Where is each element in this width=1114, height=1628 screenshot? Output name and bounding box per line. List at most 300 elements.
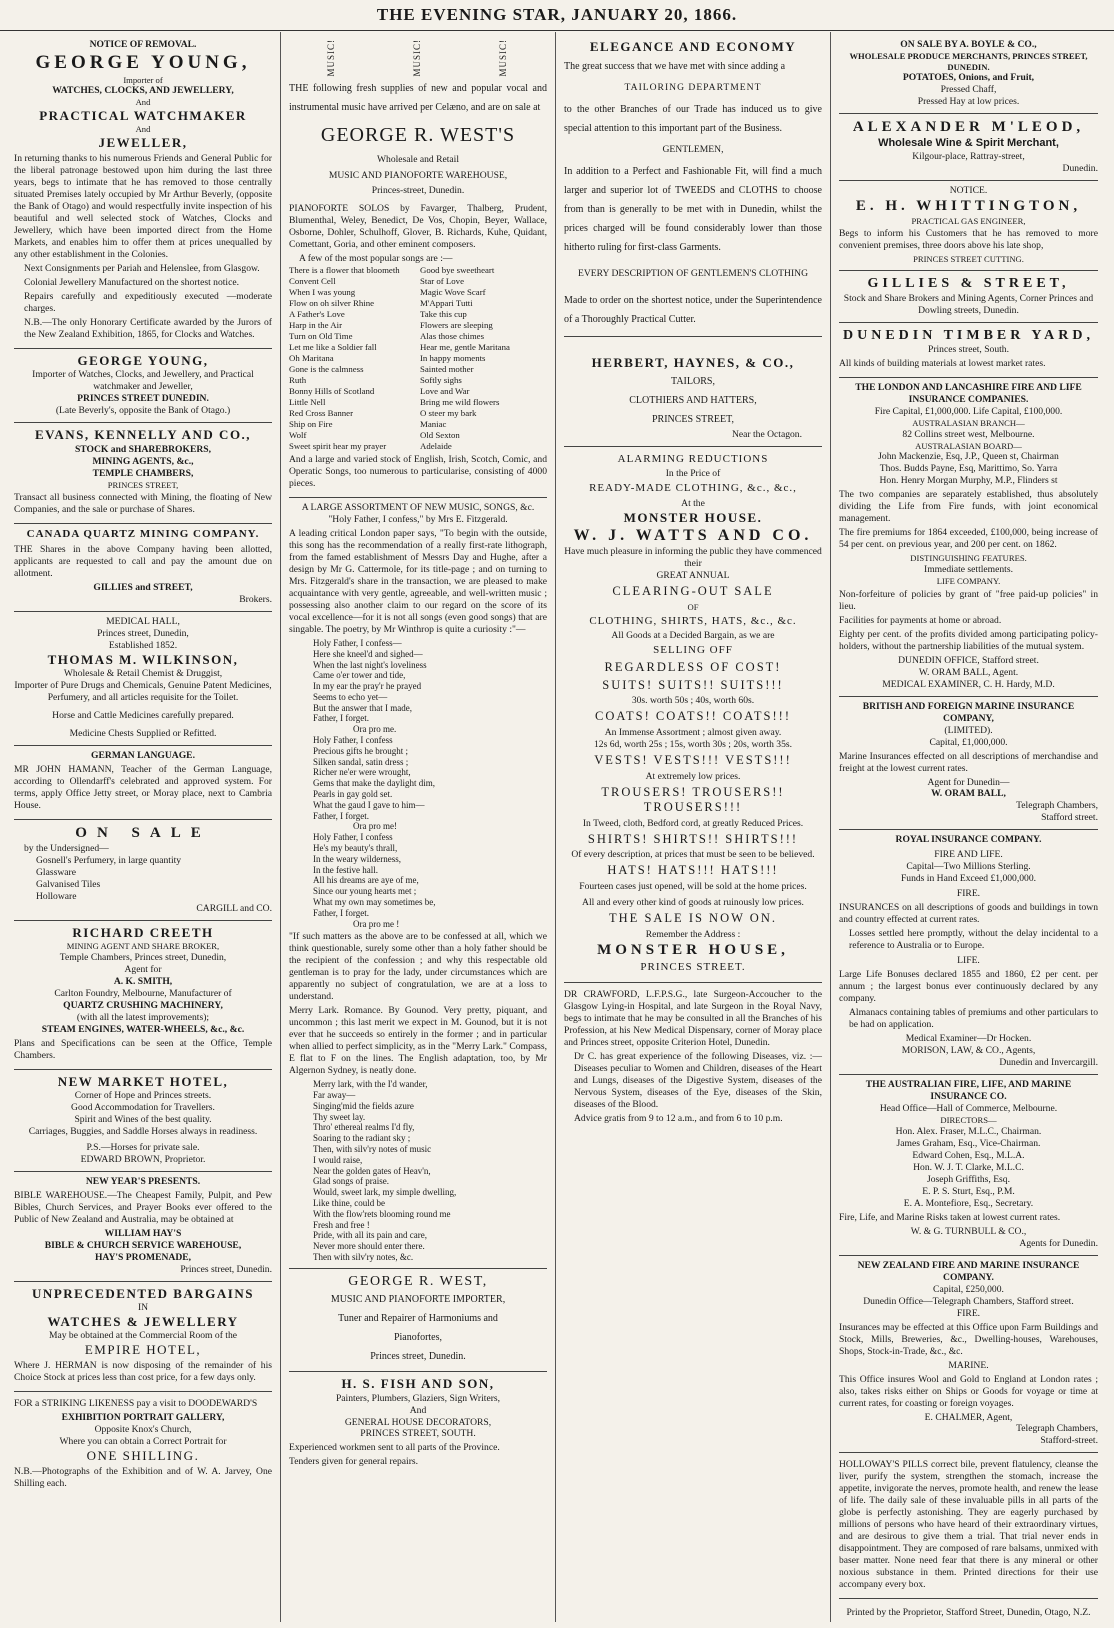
ad-signature: Brokers. <box>239 593 272 605</box>
ad-line: GENTLEMEN, <box>662 144 724 156</box>
ad-line: Where you can obtain a Correct Portrait for <box>59 1436 227 1448</box>
ad-line: Temple Chambers, Princes street, Dunedin, <box>59 951 227 963</box>
ad-line: SELLING OFF <box>653 644 733 657</box>
poem-line: What the gaud I gave to him— <box>313 799 425 810</box>
ad-body: The fire premiums for 1864 exceeded, £100,000, being increase of 54 per cent. on previous year, and 200 per cent. on 1862. <box>839 527 1098 551</box>
ad-line: Kilgour-place, Rattray-street, <box>912 150 1025 162</box>
ad-west-tuner <box>289 1269 547 1373</box>
song-title: Turn on Old Time <box>289 331 353 342</box>
ad-body: to the other Branches of our Trade has induced us to give special attention to this important part of the Business. <box>564 104 822 135</box>
ad-line: by the Undersigned— <box>24 842 109 854</box>
song-title: Ship on Fire <box>289 419 333 430</box>
ad-line: Princes street, Dunedin. <box>370 1351 466 1363</box>
ad-line: And <box>409 1404 427 1416</box>
ad-line: Wholesale and Retail <box>376 153 460 165</box>
ad-line: Agent for <box>124 963 162 975</box>
ad-line: EMPIRE HOTEL, <box>84 1342 202 1357</box>
ad-new-market-hotel <box>14 1070 272 1172</box>
ad-line: PRACTICAL WATCHMAKER <box>39 108 247 124</box>
ad-line: DISTINGUISHING FEATURES. <box>910 553 1027 564</box>
ad-line: 30s. worth 50s ; 40s, worth 60s. <box>631 695 755 707</box>
poem-line: Richer ne'er were wrought, <box>313 767 411 778</box>
ad-title: THE LONDON AND LANCASHIRE FIRE AND LIFE INSURANCE COMPANIES. <box>855 381 1082 405</box>
song-title: Oh Maritana <box>289 353 334 364</box>
ad-whittington <box>839 181 1098 271</box>
ad-title: ALARMING REDUCTIONS <box>617 452 769 465</box>
ad-line: POTATOES, Onions, and Fruit, <box>902 72 1035 84</box>
ad-line: AUSTRALASIAN BRANCH— <box>912 417 1025 428</box>
ad-line: Head Office—Hall of Commerce, Melbourne. <box>879 1103 1058 1115</box>
advertiser-name: H. S. FISH AND SON, <box>341 1376 495 1392</box>
song-list <box>289 265 547 452</box>
ad-line: MONSTER HOUSE, <box>597 941 789 958</box>
ad-line: Pressed Hay at low prices. <box>917 96 1020 108</box>
ad-body: DR CRAWFORD, L.F.P.S.G., late Surgeon-Accoucher to the Glasgow Lying-in Hospital, and late Surgeon in the Royal Navy, begs to intimate that he may be consulted in all the Branches of his Profession, at his New Medical Dispensary, corner of Moray place and Princes street, opposite Criterion Hotel, Dunedin. <box>564 989 822 1049</box>
ad-bargains <box>14 1282 272 1393</box>
poem-line: All his dreams are aye of me, <box>313 875 419 886</box>
ad-line: Joseph Griffiths, Esq. <box>927 1173 1010 1185</box>
ad-line: Corner of Hope and Princes streets. <box>74 1089 212 1101</box>
ad-title: GERMAN LANGUAGE. <box>91 750 195 762</box>
poem-line: Never more should enter there. <box>313 1241 425 1252</box>
ad-line: W. ORAM BALL, <box>931 788 1006 800</box>
masthead: THE EVENING STAR, JANUARY 20, 1866. <box>0 0 1114 31</box>
poem-line: Here she kneel'd and sighed— <box>313 648 423 659</box>
song-title: Good bye sweetheart <box>420 265 495 276</box>
poem-line: Pride, with all its pain and care, <box>313 1230 427 1241</box>
ad-line: May be obtained at the Commercial Room of the <box>48 1330 238 1342</box>
ad-new-zealand-insurance <box>839 1256 1098 1454</box>
ad-line: Good Accommodation for Travellers. <box>71 1101 215 1113</box>
song-title: Softly sighs <box>420 375 462 386</box>
ad-line: THE SALE IS NOW ON. <box>609 911 777 926</box>
ad-title: BRITISH AND FOREIGN MARINE INSURANCE COMPANY, <box>862 700 1075 724</box>
poem-line: Near the golden gates of Heav'n, <box>313 1165 431 1176</box>
song-title: M'Appari Tutti <box>420 298 473 309</box>
poem-line: Merry lark, with the I'd wander, <box>313 1079 428 1090</box>
ad-line: At extremely low prices. <box>645 770 741 782</box>
ad-title: ELEGANCE AND ECONOMY <box>589 39 797 54</box>
ad-evans <box>14 423 272 524</box>
poem-line: Since our young hearts met ; <box>313 886 417 897</box>
ad-line: TAILORS, <box>671 375 715 387</box>
ad-body: MR JOHN HAMANN, Teacher of the German Language, according to Ollendarff's celebrated and approved system. For terms, apply Office Jetty street, or Moray place, next to Cambria House. <box>14 764 272 812</box>
ad-body: Large Life Bonuses declared 1855 and 1860, £2 per cent. per annum ; the largest bonus ever continuously declared by any company. <box>839 969 1098 1005</box>
ad-body: Merry Lark. Romance. By Gounod. Very pretty, piquant, and uncommon ; this last merit we expect in M. Gounod, but it is not ever that he succeeds so entirely in the former ; and in particular when allied to perfect simplicity, as in the "Merry Lark." Compass, E flat to F on the lines. The English adaptation, too, by Mr Algernon Sydney, is neatly done. <box>289 1005 547 1077</box>
poem-line: Father, I forget. <box>313 713 369 724</box>
ad-line: PRINCES STREET, <box>651 413 735 425</box>
ad-line: JEWELLER, <box>98 135 188 151</box>
ad-line: And <box>135 97 151 108</box>
ad-line: STEAM ENGINES, WATER-WHEELS, &c., &c. <box>41 1023 245 1035</box>
ad-line: FIRE AND LIFE. <box>934 849 1003 861</box>
ad-line: 12s 6d, worth 25s ; 15s, worth 30s ; 20s, worth 35s. <box>593 739 792 751</box>
song-title: Wolf <box>289 430 307 441</box>
ad-line: SHIRTS! SHIRTS!! SHIRTS!!! <box>587 831 799 846</box>
advertiser-name: ALEXANDER M'LEOD, <box>852 119 1085 136</box>
ad-line: Established 1852. <box>108 639 178 651</box>
song-title: Sainted mother <box>420 364 474 375</box>
ad-line: Princes street, Dunedin, <box>97 627 189 639</box>
song-title: When I was young <box>289 287 356 298</box>
ad-body: Colonial Jewellery Manufactured on the shortest notice. <box>24 277 239 289</box>
ad-line: PRINCES STREET, SOUTH. <box>360 1428 476 1440</box>
poem-line: Glad songs of praise. <box>313 1176 389 1187</box>
ad-body: PIANOFORTE SOLOS by Favarger, Thalberg, Prudent, Blumenthal, Weley, Benedict, De Vos, Chopin, Beyer, Wallace, Osborne, Dohler, Schulhoff, Glover, B. Richards, Kuhe, Quidant, Comettant, Goria, and other eminent composers. <box>289 203 547 251</box>
ad-bible-warehouse <box>14 1172 272 1282</box>
ad-body: Almanacs containing tables of premiums and other particulars to be had on application. <box>849 1007 1098 1031</box>
ad-line: 82 Collins street west, Melbourne. <box>902 428 1035 440</box>
ad-line: Pressed Chaff, <box>940 84 997 96</box>
ad-title: A LARGE ASSORTMENT OF NEW MUSIC, SONGS, &c. <box>301 502 535 514</box>
ad-line: "Holy Father, I confess," by Mrs E. Fitzgerald. <box>328 514 508 526</box>
ad-line: PRINCES STREET DUNEDIN. <box>77 393 209 405</box>
ad-british-foreign <box>839 697 1098 831</box>
song-title: Old Sexton <box>420 430 460 441</box>
ad-line: WATCHES, CLOCKS, AND JEWELLERY, <box>52 85 234 97</box>
song-title: Love and War <box>420 386 470 397</box>
poem-line: Would, sweet lark, my simple dwelling, <box>313 1187 457 1198</box>
ad-line: Hon. W. J. T. Clarke, M.L.C. <box>913 1161 1024 1173</box>
ad-line: John Mackenzie, Esq, J.P., Queen st, Chairman <box>878 451 1059 463</box>
song-title: Little Nell <box>289 397 326 408</box>
ad-title: NEW YEAR'S PRESENTS. <box>85 1175 201 1187</box>
ad-line: ONE SHILLING. <box>86 1448 200 1464</box>
list-item: Galvanised Tiles <box>36 878 101 890</box>
ad-line: Tuner and Repairer of Harmoniums and <box>338 1313 498 1325</box>
ad-doodeward <box>14 1392 272 1497</box>
poem-line: Holy Father, I confess <box>313 735 393 746</box>
notice-heading: NOTICE OF REMOVAL. <box>89 39 197 50</box>
music-banner <box>289 39 547 77</box>
column-3 <box>556 32 831 1622</box>
advertiser-name: GEORGE YOUNG, <box>35 51 251 73</box>
ad-title: NOTICE. <box>949 184 988 196</box>
ad-line: Of every description, at prices that must be seen to be believed. <box>571 849 815 861</box>
ad-fish-and-son <box>289 1372 547 1475</box>
advertiser-name: E. H. WHITTINGTON, <box>855 197 1082 214</box>
ad-line: PRACTICAL GAS ENGINEER, <box>911 215 1026 226</box>
ad-body: Non-forfeiture of policies by grant of "free paid-up policies" in lieu. <box>839 588 1098 612</box>
ad-line: An Immense Assortment ; almost given away. <box>604 727 782 739</box>
ad-line: FIRE. <box>956 1307 981 1319</box>
ad-line: COATS! COATS!! COATS!!! <box>594 709 791 724</box>
ad-line: Have much pleasure in informing the public they have commenced their <box>564 546 822 570</box>
ad-line: (with all the latest improvements); <box>76 1011 210 1023</box>
ad-line: Importer of Watches, Clocks, and Jewellery, and Practical watchmaker and Jeweller, <box>32 369 254 393</box>
poem-line: In my ear the pray'r he prayed <box>313 681 422 692</box>
ad-body: Experienced workmen sent to all parts of the Province. <box>289 1442 500 1454</box>
ad-line: PRINCES STREET. <box>640 961 746 974</box>
ad-line: Edward Cohen, Esq., M.L.A. <box>912 1149 1025 1161</box>
advertiser-name: NEW MARKET HOTEL, <box>57 1073 229 1089</box>
song-title: Gone is the calmness <box>289 364 364 375</box>
poem <box>289 638 547 930</box>
ad-body: N.B.—Photographs of the Exhibition and of W. A. Jarvey, One Shilling each. <box>14 1466 272 1490</box>
ad-line: VESTS! VESTS!!! VESTS!!! <box>594 753 792 768</box>
ad-body: Next Consignments per Pariah and Helenslee, from Glasgow. <box>24 263 260 275</box>
advertiser-name: GEORGE R. WEST, <box>348 1273 488 1289</box>
ad-line: LIFE COMPANY. <box>936 575 1001 586</box>
ad-body: Eighty per cent. of the profits divided among participating policy-holders, without the partnership liabilities of the mutual system. <box>839 628 1098 652</box>
ad-line: MUSIC AND PIANOFORTE IMPORTER, <box>330 1294 506 1306</box>
song-title: Bring me wild flowers <box>420 397 500 408</box>
song-title: Let me like a Soldier fall <box>289 342 377 353</box>
ad-line: MINING AGENT AND SHARE BROKER, <box>66 940 220 951</box>
ad-body: THE following fresh supplies of new and popular vocal and instrumental music have arrived per Celæno, and are on sale at <box>289 82 547 113</box>
ad-line: E. P. S. Sturt, Esq., P.M. <box>922 1185 1015 1197</box>
ad-line: TEMPLE CHAMBERS, <box>92 467 194 479</box>
ad-body: FOR a STRIKING LIKENESS pay a visit to DOODEWARD'S <box>14 1398 258 1410</box>
ad-line: Dunedin Office—Telegraph Chambers, Stafford street. <box>863 1295 1074 1307</box>
music-label: MUSIC! <box>498 39 509 77</box>
ad-body: HOLLOWAY'S PILLS correct bile, prevent flatulency, cleanse the liver, purify the system, strengthen the stomach, increase the appetite, invigorate the nerves, promote health, and renew the lease of life. The daily sale of these invaluable pills in all parts of the globe is perfectly astonishing. They are eagerly purchased by millions of persons who have heard of their extraordinary virtues, and are desirous to give them a trial. That trial never ends in disappointment. They are composed of rare balsams, unmixed with baser matter. None need fear that there is any mineral or other noxious substance in them. Printed directions for their use accompany every box. <box>839 1459 1098 1591</box>
ad-line: Wholesale & Retail Chemist & Druggist, <box>63 668 223 680</box>
poem-line: What my own may sometimes be, <box>313 897 436 908</box>
ad-line: OF <box>687 601 699 612</box>
ad-line: DUNEDIN OFFICE, Stafford street. <box>898 654 1039 666</box>
ad-line: MONSTER HOUSE. <box>623 510 763 526</box>
song-title: Maniac <box>420 419 447 430</box>
ad-line: All Goods at a Decided Bargain, as we are <box>611 630 775 642</box>
ad-line: TAILORING DEPARTMENT <box>624 82 762 94</box>
ad-line: MINING AGENTS, &c., <box>92 455 194 467</box>
ad-line: Hon. Alex. Fraser, M.L.C., Chairman. <box>895 1125 1042 1137</box>
ad-line: A. K. SMITH, <box>113 975 173 987</box>
song-title: Ruth <box>289 375 307 386</box>
ad-body: In returning thanks to his numerous Friends and General Public for the liberal patronage bestowed upon him during the last three years, begs to intimate that he has removed to those centrally situated Premises lately occupied by Mr Arthur Beverly, (opposite the Bank of Otago) and would respectfully invite inspection of his beautiful and well selected stock of Watches, Clocks and Jewellery, which have been imported direct from the Home Markets, and enables him to offer them at prices unequalled by any other establishment in the Colonies. <box>14 153 272 261</box>
ad-line: GREAT ANNUAL <box>656 570 730 582</box>
ad-body: The two companies are separately established, thus absolutely dividing the Life from Fire funds, with joint economical management. <box>839 489 1098 525</box>
ad-body: Losses settled here promptly, without the delay incidental to a reference to Australia or to Europe. <box>849 928 1098 952</box>
poem-line: Ora pro me! <box>353 821 397 832</box>
ad-line: Carriages, Buggies, and Saddle Horses always in readiness. <box>28 1125 258 1137</box>
ad-line: Medical Examiner—Dr Hocken. <box>905 1033 1032 1045</box>
ad-line: Dunedin. <box>1062 162 1098 174</box>
ad-line: REGARDLESS OF COST! <box>604 660 782 675</box>
ad-body: A leading critical London paper says, "To begin with the outside, this song has the recommendation of a really first-rate lithograph, from the famed establishment of Messrs Day and Hughe, after a design by Mr G. Cattermole, for its title-page ; and on turning to Mrs. Fitzgerald's share in the transaction, we are pleased to make acquaintance with very gentle, agreeable, and well-written music ; possessing also another claim to our regard on the score of its vocal excellence—for it is not all songs (even good songs) that are singable. The poetry, by Mr Winthrop is quite a curiosity :"— <box>289 528 547 635</box>
ad-line: STOCK and SHAREBROKERS, <box>74 443 212 455</box>
ad-line: Stock and Share Brokers and Mining Agents, Corner Princes and Dowling streets, Dunedin. <box>843 292 1094 316</box>
ad-line: Pianofortes, <box>393 1332 443 1344</box>
ad-title: ROYAL INSURANCE COMPANY. <box>895 834 1042 846</box>
ad-line: Stafford-street. <box>1040 1435 1098 1447</box>
ad-line: W. ORAM BALL, Agent. <box>918 666 1019 678</box>
advertiser-name: GEORGE R. WEST'S <box>320 123 516 146</box>
poem-line: Fresh and free ! <box>313 1219 370 1230</box>
ad-dr-crawford <box>564 983 822 1132</box>
ad-mleod <box>839 114 1098 180</box>
ad-line: Capital, £1,000,000. <box>929 736 1008 748</box>
ad-line: Funds in Hand Exceed £1,000,000. <box>900 873 1037 885</box>
advertiser-name: W. J. WATTS AND CO. <box>573 527 813 545</box>
poem-line: Singing'mid the fields azure <box>313 1100 414 1111</box>
advertiser-name: EVANS, KENNELLY AND CO., <box>34 427 252 443</box>
ad-young-2 <box>14 349 272 423</box>
ad-george-west-music <box>289 35 547 498</box>
ad-gillies-street <box>839 271 1098 322</box>
ad-line: CLOTHING, SHIRTS, HATS, &c., &c. <box>589 614 797 627</box>
ad-line: Wholesale Wine & Spirit Merchant, <box>878 137 1059 150</box>
ad-title: UNPRECEDENTED BARGAINS <box>32 1285 254 1301</box>
ad-line: Princes street, Dunedin. <box>180 1263 272 1275</box>
advertiser-name: GEORGE YOUNG, <box>77 353 209 369</box>
song-title: In happy moments <box>420 353 486 364</box>
ad-line: MEDICAL EXAMINER, C. H. Hardy, M.D. <box>882 678 1055 690</box>
poem-line: Holy Father, I confess— <box>313 637 402 648</box>
song-title: Convent Cell <box>289 276 336 287</box>
poem-line: Came o'er tower and tide, <box>313 670 406 681</box>
poem-line: Gems that make the daylight dim, <box>313 778 435 789</box>
music-label: MUSIC! <box>412 39 423 77</box>
ad-body: The great success that we have met with since adding a <box>564 61 786 73</box>
ad-body: BIBLE WAREHOUSE.—The Cheapest Family, Pulpit, and Pew Bibles, Church Services, and Prayer Books ever offered to the Public of New Zealand and Australia, may be obtained at <box>14 1189 272 1225</box>
poem-line: Then with silv'ry notes, &c. <box>313 1251 414 1262</box>
ad-monster-house <box>564 447 822 984</box>
ad-body: THE Shares in the above Company having been allotted, applicants are requested to call and pay the amount due on allotment. <box>14 544 272 579</box>
ad-australian-insurance <box>839 1075 1098 1256</box>
ad-body: Where J. HERMAN is now disposing of the remainder of his Choice Stock at prices less than cost price, for a few days only. <box>14 1360 272 1384</box>
poem-line: Pearls in gay gold set. <box>313 789 393 800</box>
ad-line: BIBLE & CHURCH SERVICE WAREHOUSE, <box>44 1239 242 1251</box>
ad-young-removal <box>14 35 272 349</box>
list-item: Gosnell's Perfumery, in large quantity <box>36 854 182 866</box>
ad-signature: EDWARD BROWN, Proprietor. <box>80 1153 206 1165</box>
ad-london-lancashire <box>839 378 1098 697</box>
ad-title: NEW ZEALAND FIRE AND MARINE INSURANCE COMPANY. <box>857 1259 1080 1283</box>
poem-line: Like thine, could be <box>313 1198 385 1208</box>
ad-line: EXHIBITION PORTRAIT GALLERY, <box>61 1412 225 1424</box>
ad-line: Agents for Dunedin. <box>1019 1237 1098 1249</box>
ad-body: Made to order on the shortest notice, under the Superintendence of a Thoroughly Practical Cutter. <box>564 295 822 326</box>
ad-canada <box>14 524 272 612</box>
song-title: Alas those chimes <box>420 331 485 342</box>
ad-title: THE AUSTRALIAN FIRE, LIFE, AND MARINE INSURANCE CO. <box>865 1079 1072 1103</box>
ad-body: "If such matters as the above are to be confessed at all, which we think questionable, surely some other than a holy father should be the recipient of the confession ; and why this respectable old gentleman is to pray for the lady, under circumstances which are apparently no subject of congratulation, we are at a loss to understand. <box>289 931 547 1003</box>
ad-line: Remember the Address : <box>645 928 741 940</box>
ad-body: Fire, Life, and Marine Risks taken at lowest current rates. <box>839 1211 1061 1223</box>
ad-line: Dunedin and Invercargill. <box>999 1057 1098 1069</box>
ad-body: This Office insures Wool and Gold to England at London rates ; also, takes risks either on Ships or Goods for voyage or time at current rates, for coasting or foreign voyages. <box>839 1373 1098 1409</box>
column-1 <box>6 32 281 1622</box>
song-title: Adelaide <box>420 441 452 452</box>
advertiser-name: THOMAS M. WILKINSON, <box>47 651 239 667</box>
ad-line: Capital—Two Millions Sterling. <box>906 861 1031 873</box>
song-title: Sweet spirit hear my prayer <box>289 441 387 452</box>
ad-line: Telegraph Chambers, <box>1016 1423 1098 1435</box>
poem-line: In the festive hall. <box>313 864 378 875</box>
poem-line: Then, with silv'ry notes of music <box>313 1144 432 1155</box>
ad-line: QUARTZ CRUSHING MACHINERY, <box>63 999 223 1011</box>
ad-line: MARINE. <box>948 1359 989 1371</box>
song-title: Star of Love <box>420 276 464 287</box>
ad-body: Transact all business connected with Mining, the floating of New Companies, and the sale or purchase of Shares. <box>14 492 272 516</box>
ad-line: Carlton Foundry, Melbourne, Manufacturer of <box>54 987 232 999</box>
ad-on-sale-cargill <box>14 820 272 921</box>
ad-line: LIFE. <box>957 955 980 967</box>
song-title: A Father's Love <box>289 309 345 320</box>
printer-imprint: Printed by the Proprietor, Stafford Street, Dunedin, Otago, N.Z. <box>846 1607 1091 1619</box>
ad-line: At the <box>681 498 705 510</box>
ad-line: In Tweed, cloth, Bedford cord, at greatly Reduced Prices. <box>582 817 804 829</box>
ad-line: TROUSERS! TROUSERS!! TROUSERS!!! <box>601 784 785 815</box>
ad-body: Dr C. has great experience of the following Diseases, viz. :—Diseases peculiar to Women and Children, diseases of the Heart and Lungs, diseases of the Digestive System, diseases of the Nervous System, diseases of the Eye, diseases of the Skin, diseases of the Blood. <box>574 1051 822 1111</box>
ad-line: In the Price of <box>665 468 721 480</box>
ad-line: PRINCES STREET, <box>107 479 179 490</box>
column-2 <box>281 32 556 1622</box>
ad-line: E. CHALMER, Agent, <box>924 1411 1013 1423</box>
ad-line: And <box>135 124 151 135</box>
ad-title: WATCHES & JEWELLERY <box>47 1313 239 1329</box>
song-title: There is a flower that bloometh <box>289 265 400 276</box>
ad-line: Near the Octagon. <box>731 428 802 440</box>
ad-line: Princes-street, Dunedin. <box>371 185 465 197</box>
ad-line: Thos. Budds Payne, Esq, Marittimo, So. Yarra <box>879 463 1058 475</box>
ad-elegance-economy <box>564 35 822 337</box>
ad-line: A few of the most popular songs are :— <box>299 253 453 265</box>
ad-line: PRINCES STREET CUTTING. <box>913 254 1024 265</box>
song-title: Flow on oh silver Rhine <box>289 298 375 309</box>
ad-body: Repairs carefully and expeditiously executed —moderate charges. <box>24 291 272 315</box>
ad-body: N.B.—The only Honorary Certificate awarded by the Jurors of the New Zealand Exhibition, 1865, for Clocks and Watches. <box>24 317 272 341</box>
ad-german <box>14 746 272 820</box>
ad-line: P.S.—Horses for private sale. <box>86 1141 200 1153</box>
ad-line: Importer of Pure Drugs and Chemicals, Genuine Patent Medicines, Perfumery, and all articles requisite for the Toilet. <box>14 680 272 704</box>
poem <box>289 1079 547 1263</box>
song-title: Red Cross Banner <box>289 408 354 419</box>
poem-line: Thy sweet lay. <box>313 1111 366 1122</box>
ad-line: AUSTRALASIAN BOARD— <box>915 440 1022 451</box>
ad-line: Horse and Cattle Medicines carefully prepared. <box>52 710 234 722</box>
poem-line: Father, I forget. <box>313 907 369 918</box>
poem-line: I would raise, <box>313 1154 363 1165</box>
ad-line: Medicine Chests Supplied or Refitted. <box>69 728 217 740</box>
ad-line: All and every other kind of goods at ruinously low prices. <box>582 897 804 909</box>
poem-line: He's my beauty's thrall, <box>313 843 398 854</box>
song-title: Hear me, gentle Maritana <box>420 342 510 353</box>
poem-line: Thro' ethereal realms I'd fly, <box>313 1122 415 1133</box>
ad-holloway <box>839 1453 1098 1599</box>
ad-line: Capital, £250,000. <box>933 1283 1004 1295</box>
ad-body: In addition to a Perfect and Fashionable Fit, will find a much larger and superior lot of TWEEDS and CLOTHS to choose from than is generally to be met with in Dunedin, whilst the prices charged will be found considerably lower than those hitherto ruling for first-class Garments. <box>564 166 822 254</box>
ad-line: IN <box>137 1301 149 1313</box>
ad-title: CANADA QUARTZ MINING COMPANY. <box>26 528 260 541</box>
poem-line: Silken sandal, satin dress ; <box>313 756 409 767</box>
ad-line: SUITS! SUITS!! SUITS!!! <box>602 677 784 692</box>
ad-line: MEDICAL HALL, <box>106 615 180 627</box>
ad-line: Telegraph Chambers, <box>1016 800 1098 812</box>
poem-line: When the last night's loveliness <box>313 659 427 670</box>
ad-line: Agent for Dunedin— <box>927 776 1010 788</box>
ad-line: WHOLESALE PRODUCE MERCHANTS, PRINCES STREET, DUNEDIN. <box>849 50 1088 72</box>
ad-herbert-haynes <box>564 337 822 446</box>
ad-line: (LIMITED). <box>944 724 993 736</box>
ad-line: Importer of <box>123 74 163 85</box>
ad-line: Immediate settlements. <box>924 564 1013 575</box>
ad-line: (Late Beverly's, opposite the Bank of Otago.) <box>55 405 231 417</box>
ad-title: ON SALE <box>75 825 211 841</box>
ad-line: Princes street, South. <box>927 344 1009 356</box>
advertiser-name: RICHARD CREETH <box>72 924 214 940</box>
poem-line: Seems to echo yet— <box>313 691 388 702</box>
advertiser-name: HERBERT, HAYNES, & CO., <box>591 355 795 371</box>
poem-line: Holy Father, I confess <box>313 832 393 843</box>
advertiser-name: GILLIES & STREET, <box>867 276 1070 292</box>
ad-line: EVERY DESCRIPTION OF GENTLEMEN'S CLOTHING <box>577 268 809 280</box>
poem-line: Father, I forget. <box>313 810 369 821</box>
ad-line: Painters, Plumbers, Glaziers, Sign Writers, <box>335 1392 501 1404</box>
ad-line: DIRECTORS— <box>940 1115 997 1126</box>
